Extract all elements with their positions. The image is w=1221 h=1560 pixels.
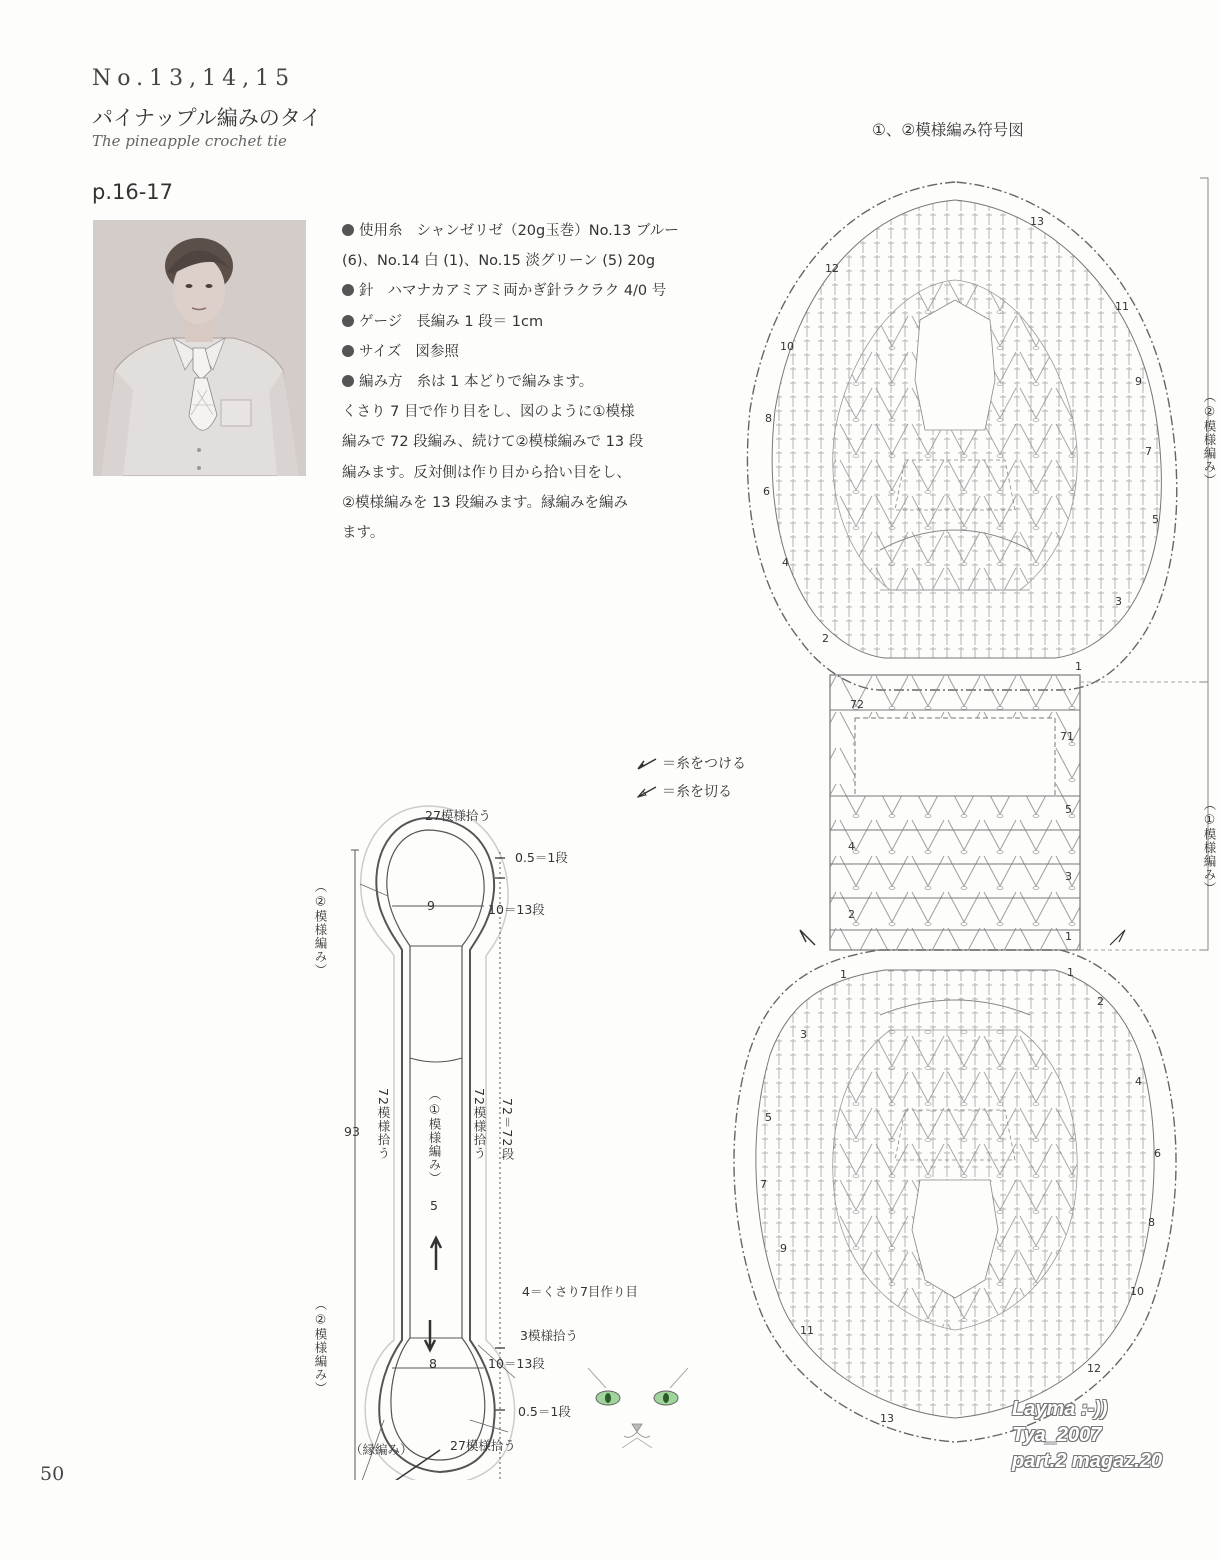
bullet-icon bbox=[342, 224, 354, 236]
row-number: 11 bbox=[1115, 300, 1129, 313]
method-line: ②模様編みを 13 段編みます。縁編みを編み bbox=[342, 494, 629, 511]
row-number: 71 bbox=[1060, 730, 1074, 743]
row-number: 4 bbox=[848, 840, 855, 853]
model-photo bbox=[93, 220, 306, 476]
legend-cut-label: ＝糸を切る bbox=[662, 784, 732, 800]
spec-value: ハマナカアミアミ両かぎ針ラクラク 4/0 号 bbox=[387, 283, 667, 300]
row-number: 8 bbox=[765, 412, 772, 425]
pickup-3-label: 3模様拾う bbox=[520, 1328, 578, 1343]
row-number: 10 bbox=[1130, 1285, 1144, 1298]
top-lobe-pattern2 bbox=[747, 182, 1176, 690]
row-number: 2 bbox=[822, 632, 829, 645]
spec-size bbox=[342, 337, 692, 367]
page-reference: p.16-17 bbox=[92, 180, 174, 204]
row-number: 9 bbox=[780, 1242, 787, 1255]
row-number: 9 bbox=[1135, 375, 1142, 388]
spec-value: シャンゼリゼ（20g玉巻）No.13 ブルー bbox=[416, 223, 679, 239]
row-number: 6 bbox=[763, 485, 770, 498]
bullet-icon bbox=[342, 284, 354, 296]
spec-label: 使用糸 bbox=[359, 223, 403, 239]
page-number: 50 bbox=[40, 1463, 65, 1485]
row-number: 3 bbox=[800, 1028, 807, 1041]
row-number: 5 bbox=[1065, 803, 1072, 816]
row-number: 1 bbox=[840, 968, 847, 981]
edging-label: （縁編み） bbox=[350, 1442, 413, 1457]
spec-value: 糸は 1 本どりで編みます。 bbox=[416, 374, 594, 391]
left-pickup-label: 72模様拾う bbox=[376, 1088, 391, 1160]
center-strip-pattern1 bbox=[830, 675, 1080, 950]
bottom-rows-label: 10＝13段 bbox=[488, 1356, 545, 1371]
row-number: 4 bbox=[1135, 1075, 1142, 1088]
bottom-lobe-pattern2 bbox=[734, 950, 1176, 1442]
pattern-number: No.13,14,15 bbox=[92, 66, 296, 91]
bottom-width-label: 8 bbox=[429, 1356, 437, 1371]
row-number: 3 bbox=[1065, 870, 1072, 883]
row-number: 2 bbox=[1097, 995, 1104, 1008]
watermark-line3: part.2 magaz.20 bbox=[1012, 1450, 1163, 1472]
bracket-label-pattern1: （①模様編み） bbox=[1202, 798, 1217, 895]
spec-hook bbox=[342, 276, 692, 306]
row-number: 4 bbox=[782, 556, 789, 569]
left-pattern2-bottom-label: （②模様編み） bbox=[313, 1298, 328, 1395]
row-number: 10 bbox=[780, 340, 794, 353]
bullet-icon bbox=[342, 315, 354, 327]
row-number: 1 bbox=[1075, 660, 1082, 673]
spec-value: 長編み 1 段＝ 1cm bbox=[416, 313, 544, 330]
total-length-label: 93 bbox=[344, 1124, 360, 1139]
row-number: 1 bbox=[1067, 966, 1074, 979]
spec-label: ゲージ bbox=[359, 313, 403, 330]
left-pattern2-top-label: （②模様編み） bbox=[313, 880, 328, 977]
row-number: 5 bbox=[1152, 513, 1159, 526]
spec-value: 図参照 bbox=[415, 343, 459, 360]
method-line: くさり 7 目で作り目をし、図のように①模様 bbox=[342, 404, 635, 421]
center-pattern1-label: （①模様編み） bbox=[427, 1088, 442, 1185]
row-number: 7 bbox=[760, 1178, 767, 1191]
spec-yarn-continued bbox=[342, 246, 692, 276]
top-pickup-label: 27模様拾う bbox=[425, 808, 491, 823]
chart-title: ①、②模様編み符号図 bbox=[872, 121, 1024, 139]
crochet-symbol-chart bbox=[730, 170, 1221, 1470]
top-rows-label: 10＝13段 bbox=[488, 902, 545, 917]
pattern-title: パイナップル編みのタイ bbox=[92, 106, 322, 130]
edge-row-top-label: 0.5＝1段 bbox=[515, 850, 568, 865]
spec-value: (6)、No.14 白 (1)、No.15 淡グリーン (5) 20g bbox=[342, 253, 656, 270]
length-rows-label: 72＝72段 bbox=[500, 1098, 515, 1161]
bottom-pickup-label: 27模様拾う bbox=[450, 1438, 516, 1453]
row-number: 1 bbox=[1065, 930, 1072, 943]
attach-yarn-icon bbox=[636, 757, 658, 771]
pattern-title-en: The pineapple crochet tie bbox=[92, 132, 287, 150]
cut-yarn-icon bbox=[636, 785, 658, 799]
bullet-icon bbox=[342, 345, 354, 357]
bracket-label-pattern2: （②模様編み） bbox=[1202, 390, 1217, 487]
row-number: 3 bbox=[1115, 595, 1122, 608]
legend-attach-label: ＝糸をつける bbox=[662, 756, 746, 772]
spec-label: サイズ bbox=[359, 343, 402, 360]
bullet-icon bbox=[342, 375, 354, 387]
pattern-specifications bbox=[342, 216, 692, 548]
row-number: 5 bbox=[765, 1111, 772, 1124]
top-width-label: 9 bbox=[427, 898, 435, 913]
row-number: 11 bbox=[800, 1324, 814, 1337]
spec-gauge bbox=[342, 307, 692, 337]
row-number: 72 bbox=[850, 698, 864, 711]
row-number: 12 bbox=[825, 262, 839, 275]
spec-label: 針 bbox=[359, 283, 374, 300]
method-line: 編みで 72 段編み、続けて②模様編みで 13 段 bbox=[342, 434, 644, 451]
row-number: 2 bbox=[848, 908, 855, 921]
spec-method bbox=[342, 367, 692, 397]
spec-yarn bbox=[342, 216, 692, 246]
cat-face-drawing bbox=[578, 1362, 698, 1458]
chain-start-label: 4＝くさり7目作り目 bbox=[522, 1284, 638, 1299]
row-number: 8 bbox=[1148, 1216, 1155, 1229]
edge-row-bottom-label: 0.5＝1段 bbox=[518, 1404, 571, 1419]
row-number: 12 bbox=[1087, 1362, 1101, 1375]
watermark-line2: Tya_2007 bbox=[1012, 1424, 1102, 1446]
method-line: 編みます。反対側は作り目から拾い目をし、 bbox=[342, 464, 631, 481]
row-number: 13 bbox=[880, 1412, 894, 1425]
method-line: ます。 bbox=[342, 525, 385, 542]
spec-label: 編み方 bbox=[359, 374, 403, 391]
watermark-line1: Layma :-)) bbox=[1012, 1398, 1108, 1420]
row-number: 6 bbox=[1154, 1147, 1161, 1160]
row-number: 7 bbox=[1145, 445, 1152, 458]
body-width-label: 5 bbox=[430, 1198, 438, 1213]
right-pickup-label: 72模様拾う bbox=[472, 1088, 487, 1160]
row-number: 13 bbox=[1030, 215, 1044, 228]
